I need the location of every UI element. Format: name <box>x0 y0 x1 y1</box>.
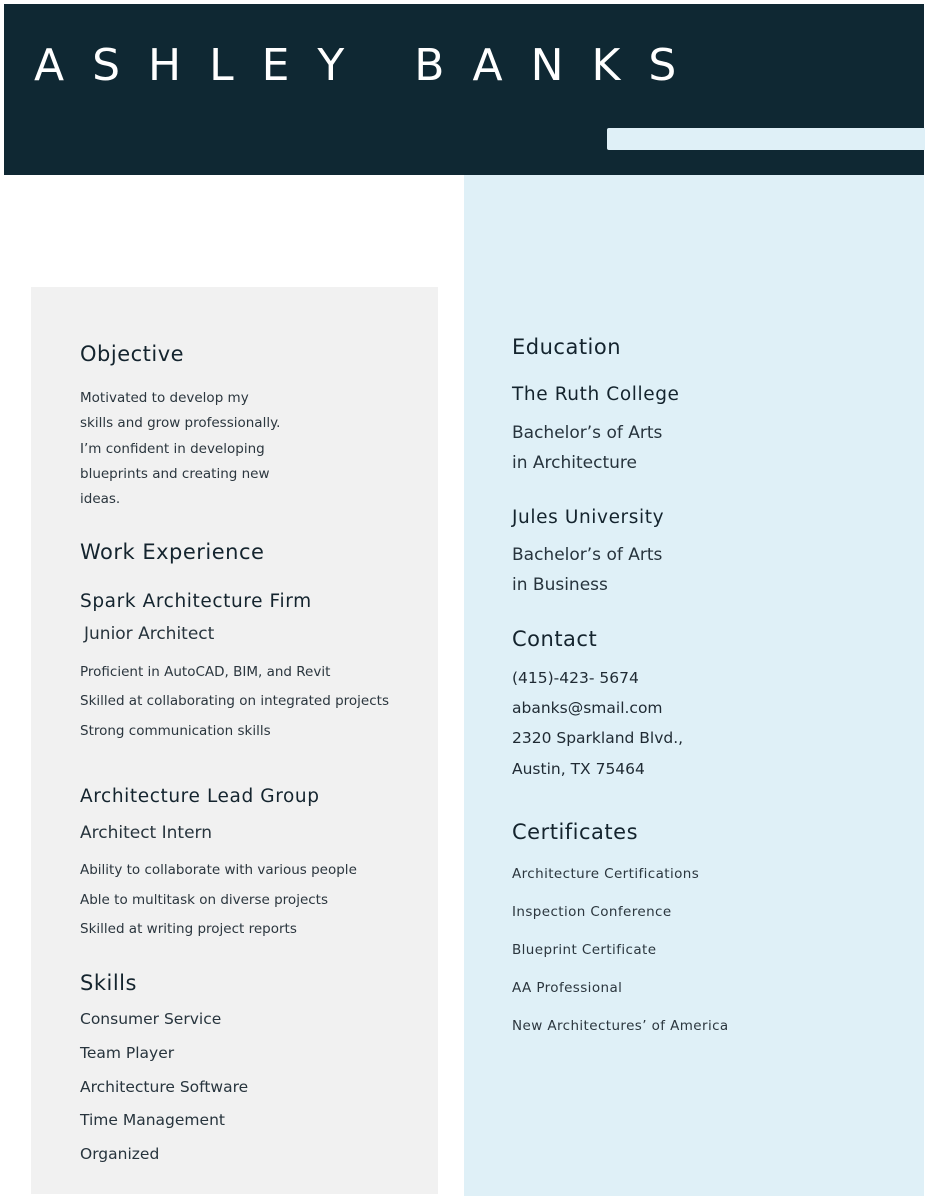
contact-address-line: 2320 Sparkland Blvd., <box>512 729 684 747</box>
objective-line: Motivated to develop my <box>80 390 249 406</box>
skill-item: Architecture Software <box>80 1078 249 1096</box>
header-accent-bar <box>607 128 925 150</box>
contact-phone: (415)-423- 5674 <box>512 669 639 687</box>
objective-line: blueprints and creating new <box>80 465 270 482</box>
certificate-item: Architecture Certifications <box>512 866 700 882</box>
education-heading: Education <box>512 335 622 359</box>
work-experience-heading: Work Experience <box>80 540 265 564</box>
skill-item: Consumer Service <box>80 1010 222 1028</box>
degree-line: in Architecture <box>512 453 637 473</box>
job-point: Able to multitask on diverse projects <box>80 892 328 908</box>
objective-line: I’m confident in developing <box>80 440 265 457</box>
contact-email: abanks@smail.com <box>512 699 663 717</box>
skills-heading: Skills <box>80 971 137 995</box>
school-name: The Ruth College <box>512 384 680 405</box>
job-point: Ability to collaborate with various people <box>80 862 357 878</box>
skill-item: Time Management <box>80 1111 225 1129</box>
job-point: Skilled at collaborating on integrated projects <box>80 693 389 709</box>
job-point: Strong communication skills <box>80 723 271 739</box>
job-company: Architecture Lead Group <box>80 786 320 807</box>
objective-line: ideas. <box>80 491 121 508</box>
certificate-item: AA Professional <box>512 980 623 996</box>
objective-heading: Objective <box>80 342 185 366</box>
resume-name: ASHLEY BANKS <box>34 40 705 91</box>
certificate-item: Inspection Conference <box>512 904 672 920</box>
certificate-item: Blueprint Certificate <box>512 942 657 958</box>
job-role: Junior Architect <box>84 624 215 644</box>
job-point: Proficient in AutoCAD, BIM, and Revit <box>80 664 331 680</box>
certificate-item: New Architectures’ of America <box>512 1018 729 1034</box>
school-name: Jules University <box>512 507 665 528</box>
degree-line: Bachelor’s of Arts <box>512 545 663 565</box>
contact-address-line: Austin, TX 75464 <box>512 760 645 778</box>
job-point: Skilled at writing project reports <box>80 921 297 937</box>
objective-line: skills and grow professionally. <box>80 415 281 432</box>
job-company: Spark Architecture Firm <box>80 591 312 612</box>
job-role: Architect Intern <box>80 823 213 843</box>
skill-item: Organized <box>80 1145 160 1163</box>
objective-text <box>80 386 280 512</box>
degree-line: Bachelor’s of Arts <box>512 423 663 443</box>
degree-line: in Business <box>512 575 608 595</box>
skill-item: Team Player <box>80 1044 175 1062</box>
contact-heading: Contact <box>512 627 598 651</box>
certificates-heading: Certificates <box>512 820 639 844</box>
